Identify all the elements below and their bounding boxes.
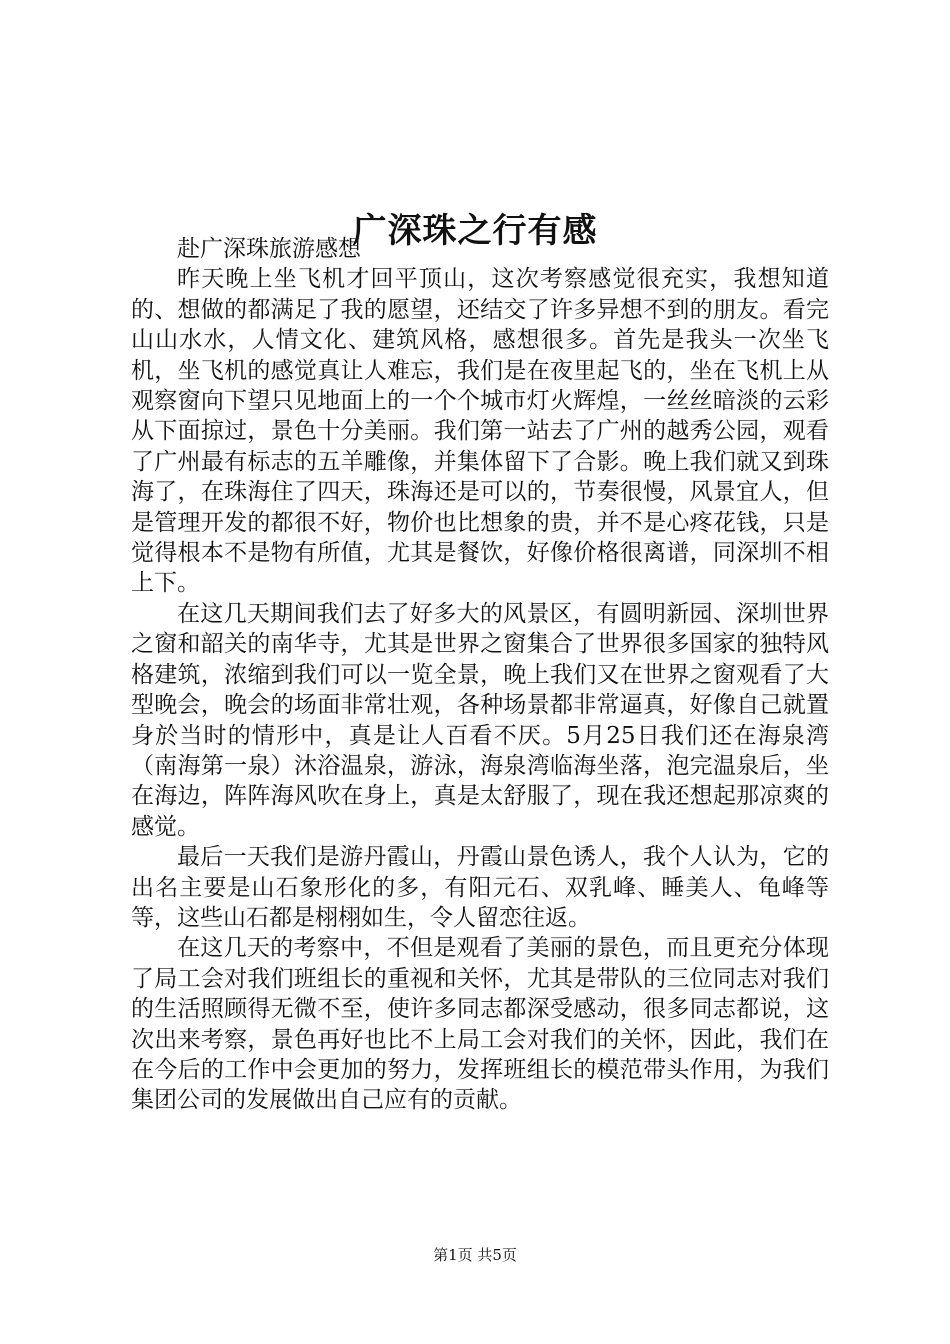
document-body: [131, 234, 829, 1116]
body-paragraph: 最后一天我们是游丹霞山，丹霞山景色诱人，我个人认为，它的出名主要是山石象形化的多，有阳元石、双乳峰、睡美人、龟峰等等，这些山石都是栩栩如生，令人留恋往返。: [131, 844, 829, 931]
document-title: 广深珠之行有感: [352, 210, 598, 251]
subtitle-paragraph: 赴广深珠旅游感想: [177, 236, 361, 262]
body-paragraph: 在这几天的考察中，不但是观看了美丽的景色，而且更充分体现了局工会对我们班组长的重视和关怀，尤其是带队的三位同志对我们的生活照顾得无微不至，使许多同志都深受感动，很多同志都说，这次出来考察，景色再好也比不上局工会对我们的关怀，因此，我们在在今后的工作中会更加的努力，发挥班组长的模范带头作用，为我们集团公司的发展做出自己应有的贡献。: [131, 935, 829, 1114]
body-paragraph: 昨天晚上坐飞机才回平顶山，这次考察感觉很充实，我想知道的、想做的都满足了我的愿望，还结交了许多异想不到的朋友。看完山山水水，人情文化、建筑风格，感想很多。首先是我头一次坐飞机，坐飞机的感觉真让人难忘，我们是在夜里起飞的，坐在飞机上从观察窗向下望只见地面上的一个个城市灯火辉煌，一丝丝暗淡的云彩从下面掠过，景色十分美丽。我们第一站去了广州的越秀公园，观看了广州最有标志的五羊雕像，并集体留下了合影。晚上我们就又到珠海了，在珠海住了四天，珠海还是可以的，节奏很慢，风景宜人，但是管理开发的都很不好，物价也比想象的贵，并不是心疼花钱，只是觉得根本不是物有所值，尤其是餐饮，好像价格很离谱，同深圳不相上下。: [131, 266, 829, 597]
body-paragraph: 在这几天期间我们去了好多大的风景区，有圆明新园、深圳世界之窗和韶关的南华寺，尤其是世界之窗集合了世界很多国家的独特风格建筑，浓缩到我们可以一览全景，晚上我们又在世界之窗观看了大型晚会，晚会的场面非常壮观，各种场景都非常逼真，好像自己就置身於当时的情形中，真是让人百看不厌。5月25日我们还在海泉湾（南海第一泉）沐浴温泉，游泳，海泉湾临海坐落，泡完温泉后，坐在海边，阵阵海风吹在身上，真是太舒服了，现在我还想起那凉爽的感觉。: [131, 600, 829, 840]
page-number-footer: 第1页 共5页: [433, 1246, 517, 1264]
